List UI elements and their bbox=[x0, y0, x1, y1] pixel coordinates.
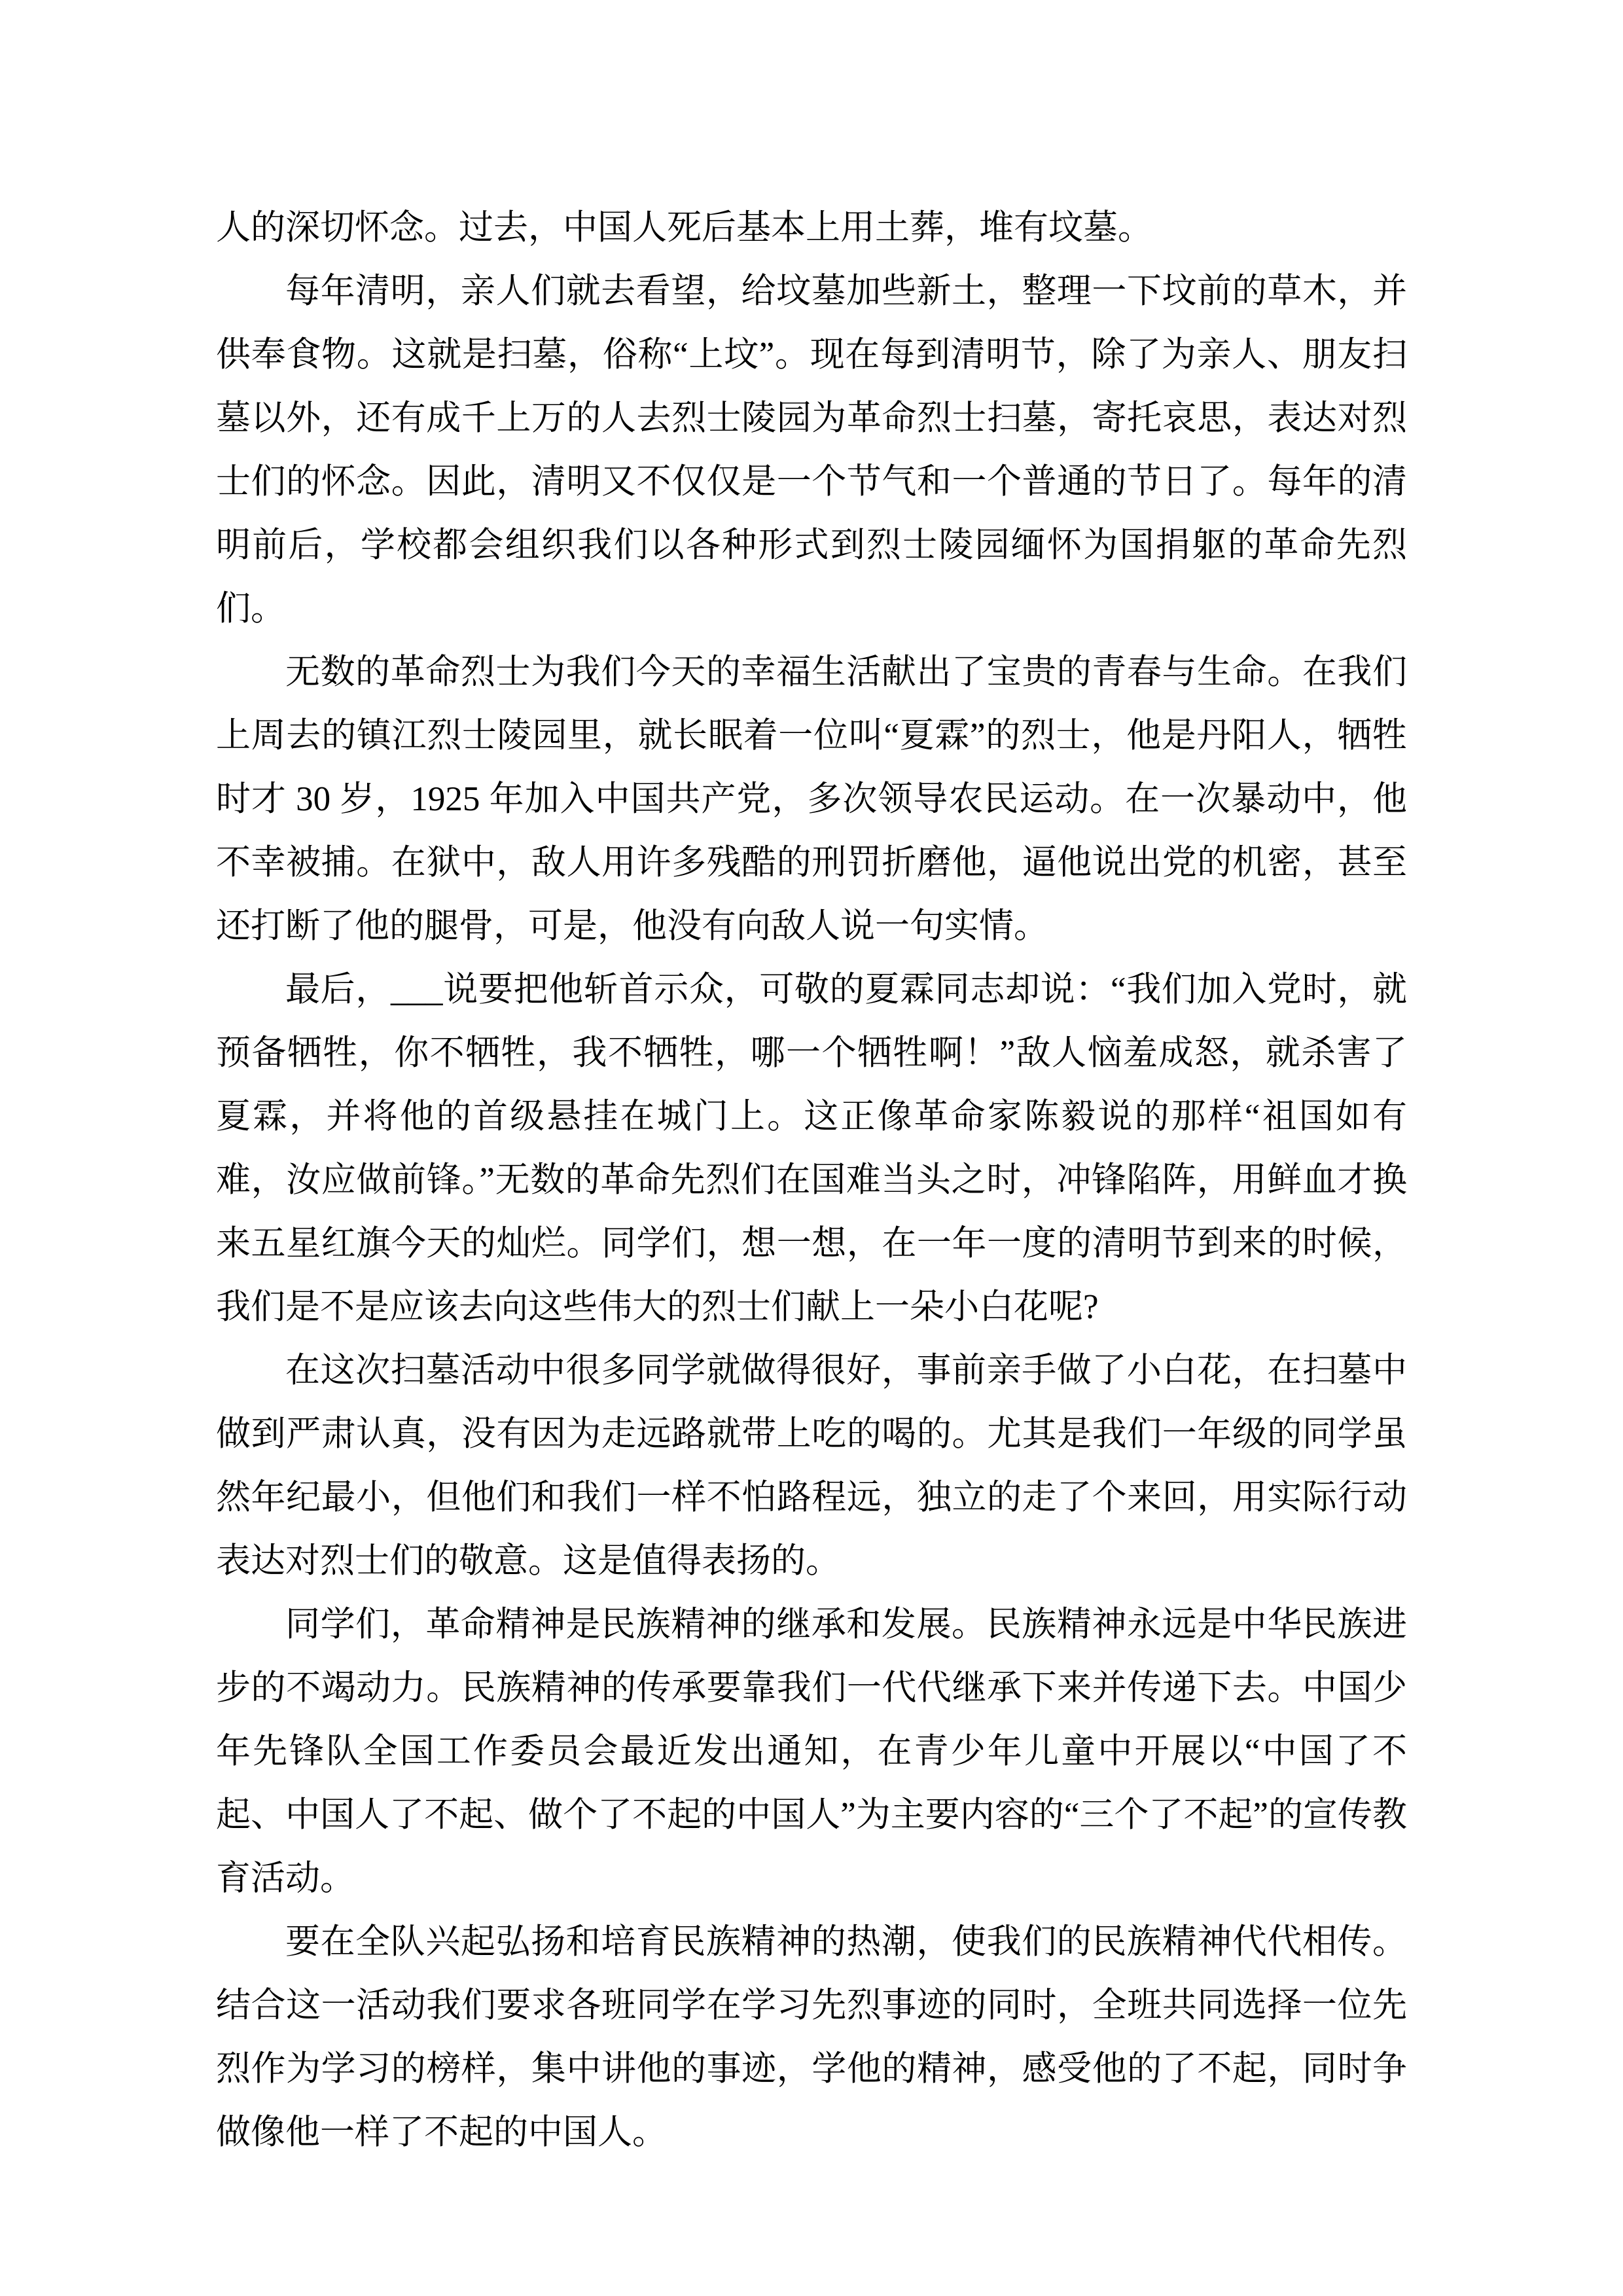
paragraph-national-spirit: 同学们，革命精神是民族精神的继承和发展。民族精神永远是中华民族进步的不竭动力。民族精神的传承要靠我们一代代继承下来并传递下去。中国少年先锋队全国工作委员会最近发出通知，在青少年儿童中开展以“中国了不起、中国人了不起、做个了不起的中国人”为主要内容的“三个了不起”的宣传教育活动。 bbox=[216, 1605, 1407, 1897]
paragraph-activity-praise: 在这次扫墓活动中很多同学就做得很好，事前亲手做了小白花，在扫墓中做到严肃认真，没有因为走远路就带上吃的喝的。尤其是我们一年级的同学虽然年纪最小，但他们和我们一样不怕路程远，独立的走了个来回，用实际行动表达对烈士们的敬意。这是值得表扬的。 bbox=[216, 1352, 1407, 1580]
paragraph-learn-from-martyrs: 要在全队兴起弘扬和培育民族精神的热潮，使我们的民族精神代代相传。结合这一活动我们要求各班同学在学习先烈事迹的同时，全班共同选择一位先烈作为学习的榜样，集中讲他的事迹，学他的精神，感受他的了不起，同时争做像他一样了不起的中国人。 bbox=[216, 1923, 1407, 2151]
paragraph-qingming-sweeping: 每年清明，亲人们就去看望，给坟墓加些新土，整理一下坟前的草木，并供奉食物。这就是扫墓，俗称“上坟”。现在每到清明节，除了为亲人、朋友扫墓以外，还有成千上万的人去烈士陵园为革命烈士扫墓，寄托哀思，表达对烈士们的怀念。因此，清明又不仅仅是一个节气和一个普通的节日了。每年的清明前后，学校都会组织我们以各种形式到烈士陵园缅怀为国捐躯的革命先烈们。 bbox=[216, 272, 1407, 628]
paragraph-xialin-sacrifice: 最后，___说要把他斩首示众，可敬的夏霖同志却说：“我们加入党时，就预备牺牲，你不牺牲，我不牺牲，哪一个牺牲啊！”敌人恼羞成怒，就杀害了夏霖，并将他的首级悬挂在城门上。这正像革命家陈毅说的那样“祖国如有难，汝应做前锋。”无数的革命先烈们在国难当头之时，冲锋陷阵，用鲜血才换来五星红旗今天的灿烂。同学们，想一想，在一年一度的清明节到来的时候，我们是不是应该去向这些伟大的烈士们献上一朵小白花呢? bbox=[216, 971, 1407, 1326]
paragraph-continuation: 人的深切怀念。过去，中国人死后基本上用土葬，堆有坟墓。 bbox=[216, 209, 1152, 247]
paragraph-martyr-xialin-intro: 无数的革命烈士为我们今天的幸福生活献出了宝贵的青春与生命。在我们上周去的镇江烈士陵园里，就长眠着一位叫“夏霖”的烈士，他是丹阳人，牺牲时才 30 岁，1925 年加入中国共产党，多次领导农民运动。在一次暴动中，他不幸被捕。在狱中，敌人用许多残酷的刑罚折磨他，逼他说出党的机密，甚至还打断了他的腿骨，可是，他没有向敌人说一句实情。 bbox=[216, 653, 1407, 945]
document-text-block bbox=[216, 196, 1407, 2164]
